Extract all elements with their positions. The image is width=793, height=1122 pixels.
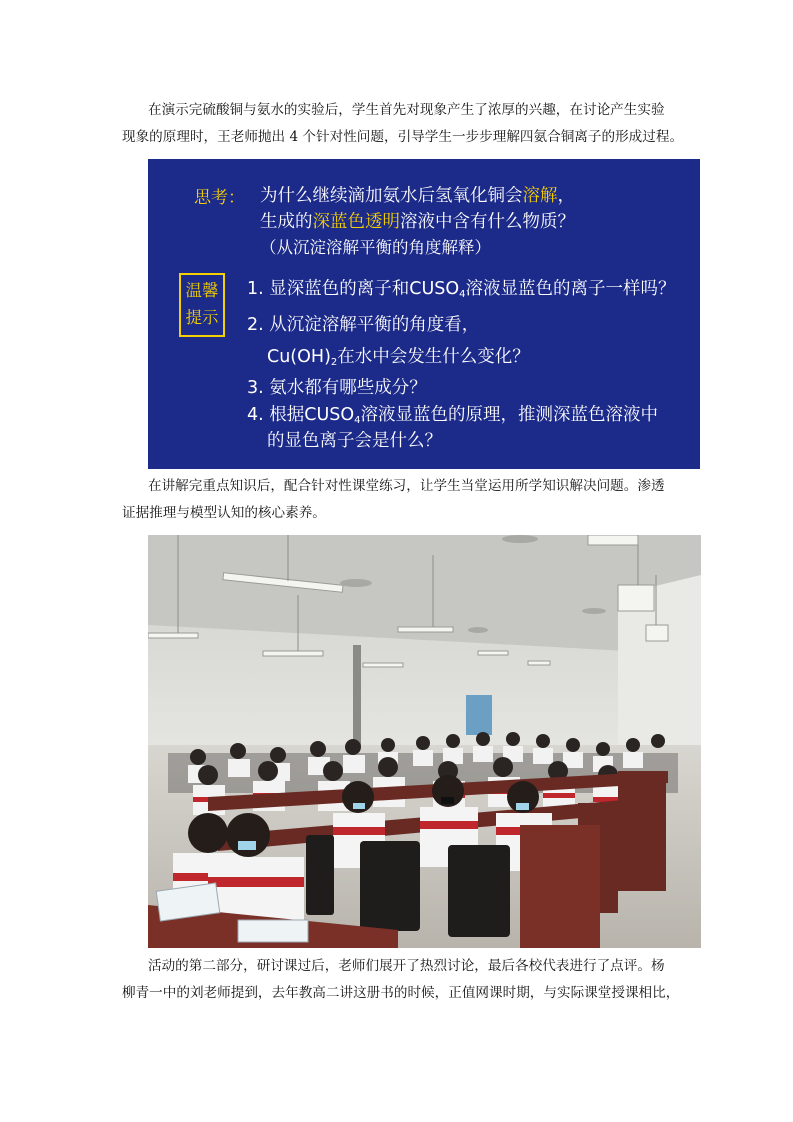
practice-line-1: 在讲解完重点知识后，配合针对性课堂练习，让学生当堂运用所学知识解决问题。渗透 xyxy=(148,478,665,494)
hint-box xyxy=(179,273,225,337)
hint-label-2: 提示 xyxy=(185,308,219,327)
lecture-slide xyxy=(148,159,700,469)
hint-item-4-cont: 的显色离子会是什么？ xyxy=(267,431,442,451)
classroom-illustration xyxy=(148,535,701,948)
hint-label-1: 温馨 xyxy=(185,281,219,300)
practice-line-2: 证据推理与模型认知的核心素养。 xyxy=(122,505,326,521)
hint-item-4: 4. 根据$CUSO_4$溶液显蓝色的原理，推测深蓝色溶液中 xyxy=(247,405,659,426)
discussion-line-2: 柳青一中的刘老师提到，去年教高二讲这册书的时候，正值网课时期，与实际课堂授课相比， xyxy=(122,985,680,1001)
intro-paragraph xyxy=(122,97,700,151)
classroom-photo xyxy=(148,535,701,948)
hint-item-2-cont: $Cu(OH)_2$在水中会发生什么变化？ xyxy=(267,347,530,368)
practice-paragraph xyxy=(122,473,700,527)
intro-line-2: 现象的原理时，王老师抛出 4 个针对性问题，引导学生一步步理解四氨合铜离子的形成过程。 xyxy=(122,129,684,145)
hint-item-2: 2. 从沉淀溶解平衡的角度看， xyxy=(247,315,480,335)
think-label: 思考： xyxy=(194,188,245,208)
question-line-1: 为什么继续滴加氨水后氢氧化铜会溶解， xyxy=(260,186,575,206)
hint-item-3: 3. 氨水都有哪些成分？ xyxy=(247,378,427,398)
discussion-line-1: 活动的第二部分，研讨课过后，老师们展开了热烈讨论，最后各校代表进行了点评。杨 xyxy=(148,958,665,974)
question-line-2: 生成的深蓝色透明溶液中含有什么物质？ xyxy=(260,212,575,232)
intro-line-1: 在演示完硫酸铜与氨水的实验后，学生首先对现象产生了浓厚的兴趣，在讨论产生实验 xyxy=(148,102,665,118)
question-line-3: （从沉淀溶解平衡的角度解释） xyxy=(260,238,491,257)
hint-item-1: 1. 显深蓝色的离子和$CUSO_4$溶液显蓝色的离子一样吗？ xyxy=(247,279,676,300)
discussion-paragraph xyxy=(122,953,700,1007)
